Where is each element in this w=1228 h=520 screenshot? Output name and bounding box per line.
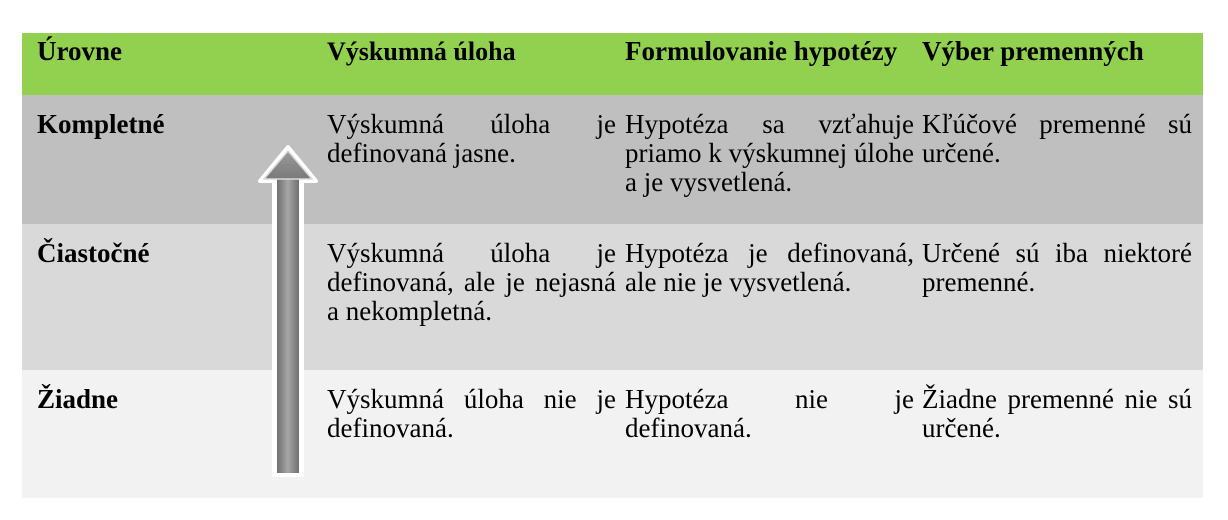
research-task-cell: Výskumná úloha je definovaná, ale je nejasná a nekompletná. <box>327 238 616 326</box>
header-variables: Výber premenných <box>922 36 1144 66</box>
header-levels: Úrovne <box>37 36 122 66</box>
table-row-complete <box>22 95 1203 224</box>
hypothesis-cell: Hypotéza je definovaná, ale nie je vysvetlená. <box>625 238 914 297</box>
hypothesis-cell: Hypotéza nie je definovaná. <box>625 384 914 443</box>
level-label: Čiastočné <box>37 238 150 268</box>
level-label: Žiadne <box>37 384 119 414</box>
variables-cell: Kľúčové premenné sú určené. <box>922 109 1192 168</box>
up-arrow-icon <box>258 145 318 477</box>
research-task-cell: Výskumná úloha nie je definovaná. <box>327 384 616 443</box>
levels-table <box>22 33 1203 498</box>
header-hypothesis: Formulovanie hypotézy <box>625 36 898 66</box>
level-label: Kompletné <box>37 109 165 139</box>
research-task-cell: Výskumná úloha je definovaná jasne. <box>327 109 616 168</box>
hypothesis-cell: Hypotéza sa vzťahuje priamo k výskumnej úlohe a je vysvetlená. <box>625 109 914 197</box>
table-row-partial <box>22 224 1203 370</box>
variables-cell: Určené sú iba niektoré premenné. <box>922 238 1192 297</box>
table-header-row <box>22 33 1203 95</box>
table-row-none <box>22 370 1203 498</box>
variables-cell: Žiadne premenné nie sú určené. <box>922 384 1192 443</box>
header-research-task: Výskumná úloha <box>327 37 516 66</box>
